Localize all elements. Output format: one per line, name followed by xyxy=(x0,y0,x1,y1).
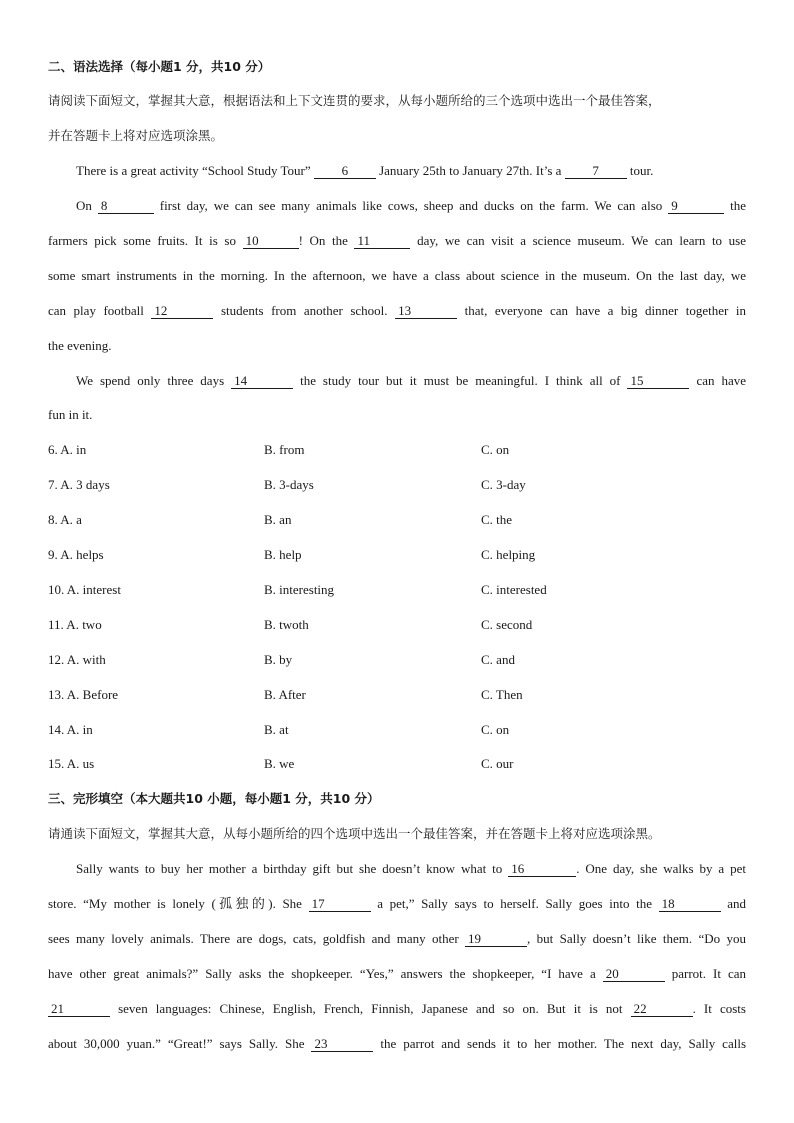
answer-blank-21[interactable]: 21 xyxy=(48,1002,110,1017)
passage-text: On xyxy=(76,198,98,213)
passage-text: farmers pick some fruits. It is so xyxy=(48,233,243,248)
answer-blank-14[interactable]: 14 xyxy=(231,374,293,389)
passage-text: can play football xyxy=(48,303,152,318)
passage-line xyxy=(48,965,746,983)
passage-text: January 25th to January 27th. It’s a xyxy=(375,163,565,178)
option-6-c[interactable]: C. on xyxy=(481,442,510,457)
option-14-a[interactable]: 14. A. in xyxy=(48,722,93,737)
option-14-c[interactable]: C. on xyxy=(481,722,510,737)
answer-blank-7[interactable]: 7 xyxy=(565,164,627,179)
passage-line xyxy=(48,895,746,913)
option-6-b[interactable]: B. from xyxy=(264,442,305,457)
passage-text: that, everyone can have a big dinner together in xyxy=(457,303,747,318)
passage-text: can have xyxy=(689,373,746,388)
answer-blank-22[interactable]: 22 xyxy=(631,1002,693,1017)
passage-text: There is a great activity “School Study Tour” xyxy=(76,163,314,178)
option-15-c[interactable]: C. our xyxy=(481,756,514,771)
passage-text: tour. xyxy=(626,163,654,178)
passage-text: Sally wants to buy her mother a birthday gift but she doesn’t know what to xyxy=(76,861,509,876)
answer-blank-12[interactable]: 12 xyxy=(151,304,213,319)
option-9-a[interactable]: 9. A. helps xyxy=(48,547,104,562)
passage-text: the xyxy=(724,198,746,213)
answer-blank-13[interactable]: 13 xyxy=(395,304,457,319)
option-15-b[interactable]: B. we xyxy=(264,756,295,771)
answer-blank-8[interactable]: 8 xyxy=(98,199,154,214)
passage-line xyxy=(76,860,746,878)
option-15-a[interactable]: 15. A. us xyxy=(48,756,95,771)
option-9-b[interactable]: B. help xyxy=(264,547,302,562)
option-7-c[interactable]: C. 3-day xyxy=(481,477,526,492)
answer-blank-18[interactable]: 18 xyxy=(659,897,721,912)
option-12-b[interactable]: B. by xyxy=(264,652,293,667)
passage-line: the evening. xyxy=(48,338,112,353)
passage-text: the study tour but it must be meaningful. I think all of xyxy=(293,373,628,388)
passage-line xyxy=(76,162,746,180)
passage-text: . It costs xyxy=(692,1001,746,1016)
passage-text: seven languages: Chinese, English, French, Finnish, Japanese and so on. But it is not xyxy=(110,1001,631,1016)
option-11-a[interactable]: 11. A. two xyxy=(48,617,102,632)
answer-blank-6[interactable]: 6 xyxy=(314,164,376,179)
passage-text: and xyxy=(720,896,746,911)
passage-line xyxy=(76,197,746,215)
passage-line: some smart instruments in the morning. In the afternoon, we have a class about science in the museum. On the last day, we xyxy=(48,268,746,283)
option-10-b[interactable]: B. interesting xyxy=(264,582,335,597)
passage-line xyxy=(48,302,746,320)
passage-text: a pet,” Sally says to herself. Sally goes into the xyxy=(370,896,659,911)
option-8-a[interactable]: 8. A. a xyxy=(48,512,82,527)
passage-line xyxy=(48,1000,746,1018)
passage-line: fun in it. xyxy=(48,407,93,422)
passage-text: , but Sally doesn’t like them. “Do you xyxy=(527,931,746,946)
passage-line xyxy=(76,372,746,390)
option-12-c[interactable]: C. and xyxy=(481,652,515,667)
option-8-b[interactable]: B. an xyxy=(264,512,292,527)
option-9-c[interactable]: C. helping xyxy=(481,547,536,562)
passage-text: first day, we can see many animals like cows, sheep and ducks on the farm. We can also xyxy=(153,198,669,213)
passage-text: students from another school. xyxy=(213,303,396,318)
option-10-c[interactable]: C. interested xyxy=(481,582,547,597)
option-7-b[interactable]: B. 3-days xyxy=(264,477,314,492)
option-7-a[interactable]: 7. A. 3 days xyxy=(48,477,110,492)
section-3-heading: 三、完形填空（本大题共10 小题，每小题1 分，共10 分） xyxy=(48,791,380,806)
passage-text: about 30,000 yuan.” “Great!” says Sally. She xyxy=(48,1036,312,1051)
option-13-a[interactable]: 13. A. Before xyxy=(48,687,119,702)
answer-blank-23[interactable]: 23 xyxy=(311,1037,373,1052)
option-8-c[interactable]: C. the xyxy=(481,512,513,527)
section-2-instruction: 请阅读下面短文，掌握其大意，根据语法和上下文连贯的要求，从每小题所给的三个选项中选出一个最佳答案， xyxy=(48,93,661,108)
answer-blank-16[interactable]: 16 xyxy=(508,862,576,877)
passage-text: ! On the xyxy=(298,233,355,248)
option-12-a[interactable]: 12. A. with xyxy=(48,652,106,667)
option-13-c[interactable]: C. Then xyxy=(481,687,523,702)
answer-blank-17[interactable]: 17 xyxy=(309,897,371,912)
passage-text: parrot. It can xyxy=(664,966,746,981)
answer-blank-20[interactable]: 20 xyxy=(603,967,665,982)
section-2-heading: 二、语法选择（每小题1 分，共10 分） xyxy=(48,59,271,74)
passage-line xyxy=(48,930,746,948)
passage-line xyxy=(48,232,746,250)
passage-text: the parrot and sends it to her mother. The next day, Sally calls xyxy=(373,1036,747,1051)
answer-blank-15[interactable]: 15 xyxy=(627,374,689,389)
option-6-a[interactable]: 6. A. in xyxy=(48,442,87,457)
option-13-b[interactable]: B. After xyxy=(264,687,306,702)
passage-text: store. “My mother is lonely (孤独的). She xyxy=(48,896,309,911)
passage-line xyxy=(48,1035,746,1053)
answer-blank-11[interactable]: 11 xyxy=(354,234,410,249)
section-2-instruction-cont: 并在答题卡上将对应选项涂黑。 xyxy=(48,128,224,143)
passage-text: day, we can visit a science museum. We can learn to use xyxy=(410,233,746,248)
passage-text: have other great animals?” Sally asks the shopkeeper. “Yes,” answers the shopkeeper, “I have a xyxy=(48,966,603,981)
passage-text: We spend only three days xyxy=(76,373,232,388)
answer-blank-9[interactable]: 9 xyxy=(668,199,724,214)
option-11-b[interactable]: B. twoth xyxy=(264,617,309,632)
passage-text: sees many lovely animals. There are dogs, cats, goldfish and many other xyxy=(48,931,466,946)
option-11-c[interactable]: C. second xyxy=(481,617,533,632)
answer-blank-19[interactable]: 19 xyxy=(465,932,527,947)
passage-text: . One day, she walks by a pet xyxy=(576,861,746,876)
option-10-a[interactable]: 10. A. interest xyxy=(48,582,121,597)
answer-blank-10[interactable]: 10 xyxy=(243,234,299,249)
section-3-instruction: 请通读下面短文，掌握其大意，从每小题所给的四个选项中选出一个最佳答案，并在答题卡上将对应选项涂黑。 xyxy=(48,826,661,841)
option-14-b[interactable]: B. at xyxy=(264,722,289,737)
